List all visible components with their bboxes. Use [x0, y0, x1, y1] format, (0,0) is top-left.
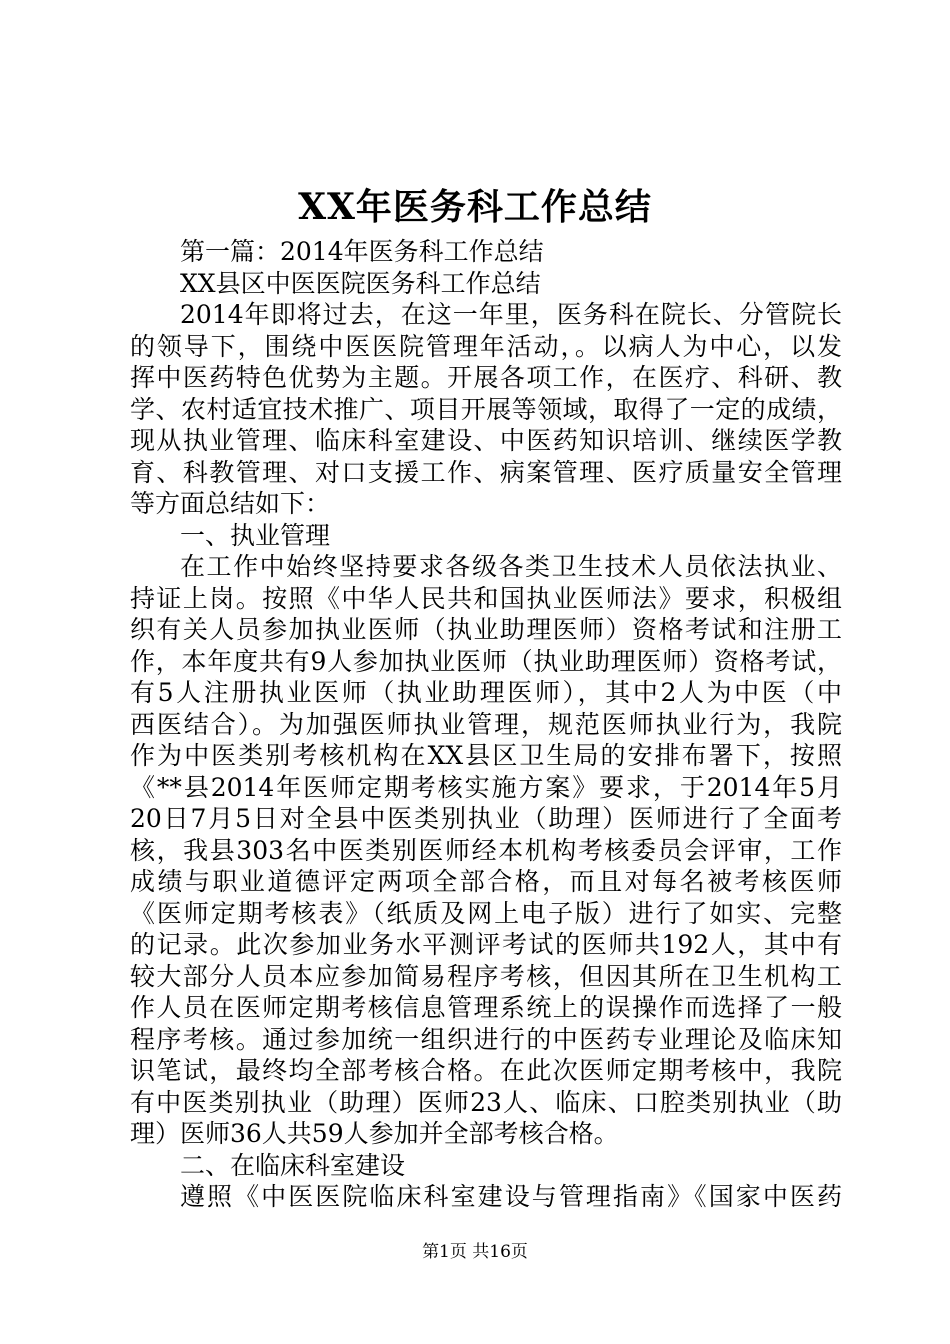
text-line: 《医师定期考核表》（纸质及网上电子版）进行了如实、完整 [130, 898, 842, 928]
text-line: 20日7月5日对全县中医类别执业（助理）医师进行了全面考 [130, 804, 842, 833]
text-line: 《**县2014年医师定期考核实施方案》要求，于2014年5月 [130, 772, 842, 802]
text-line: 核，我县303名中医类别医师经本机构考核委员会评审，工作 [130, 835, 842, 865]
text-line: 作人员在医师定期考核信息管理系统上的误操作而选择了一般 [130, 993, 842, 1022]
text-line: 的记录。此次参加业务水平测评考试的医师共192人，其中有 [130, 930, 842, 959]
text-line: 理）医师36人共59人参加并全部考核合格。 [130, 1119, 619, 1148]
document-body [130, 236, 842, 1213]
text-line: 成绩与职业道德评定两项全部合格，而且对每名被考核医师 [130, 867, 842, 896]
text-line: 第一篇：2014年医务科工作总结 [180, 237, 544, 266]
text-line: 一、执业管理 [180, 520, 331, 550]
text-line: 有中医类别执业（助理）医师23人、临床、口腔类别执业（助 [130, 1087, 842, 1117]
text-line: 等方面总结如下： [130, 489, 331, 518]
text-line: 的领导下，围绕中医医院管理年活动，。以病人为中心，以发 [130, 331, 842, 361]
text-line: 现从执业管理、临床科室建设、中医药知识培训、继续医学教 [130, 426, 842, 455]
text-line: 作为中医类别考核机构在XX县区卫生局的安排布署下，按照 [130, 741, 842, 770]
page-footer: 第1页 共16页 [422, 1242, 528, 1262]
text-line: 挥中医药特色优势为主题。开展各项工作，在医疗、科研、教 [130, 363, 842, 392]
text-line: 遵照《中医医院临床科室建设与管理指南》《国家中医药 [180, 1182, 842, 1211]
text-line: 识笔试，最终均全部考核合格。在此次医师定期考核中，我院 [130, 1056, 842, 1085]
text-line: 学、农村适宜技术推广、项目开展等领域，取得了一定的成绩， [130, 394, 842, 424]
text-line: 作，本年度共有9人参加执业医师（执业助理医师）资格考试， [130, 646, 842, 676]
text-line: 织有关人员参加执业医师（执业助理医师）资格考试和注册工 [130, 615, 842, 644]
text-line: 持证上岗。按照《中华人民共和国执业医师法》要求，积极组 [130, 583, 842, 613]
text-line: 西医结合）。为加强医师执业管理，规范医师执业行为，我院 [130, 709, 842, 739]
text-line: 育、科教管理、对口支援工作、病案管理、医疗质量安全管理 [130, 457, 842, 487]
text-line: 较大部分人员本应参加简易程序考核，但因其所在卫生机构工 [130, 961, 842, 991]
text-line: 程序考核。通过参加统一组织进行的中医药专业理论及临床知 [130, 1024, 842, 1054]
text-line: 在工作中始终坚持要求各级各类卫生技术人员依法执业、 [180, 552, 842, 581]
text-line: 二、在临床科室建设 [180, 1150, 406, 1180]
text-line: 2014年即将过去，在这一年里，医务科在院长、分管院长 [180, 300, 842, 329]
text-line: XX县区中医医院医务科工作总结 [180, 268, 541, 298]
document-title: XX年医务科工作总结 [298, 186, 652, 228]
text-line: 有5人注册执业医师（执业助理医师），其中2人为中医（中 [130, 678, 842, 707]
